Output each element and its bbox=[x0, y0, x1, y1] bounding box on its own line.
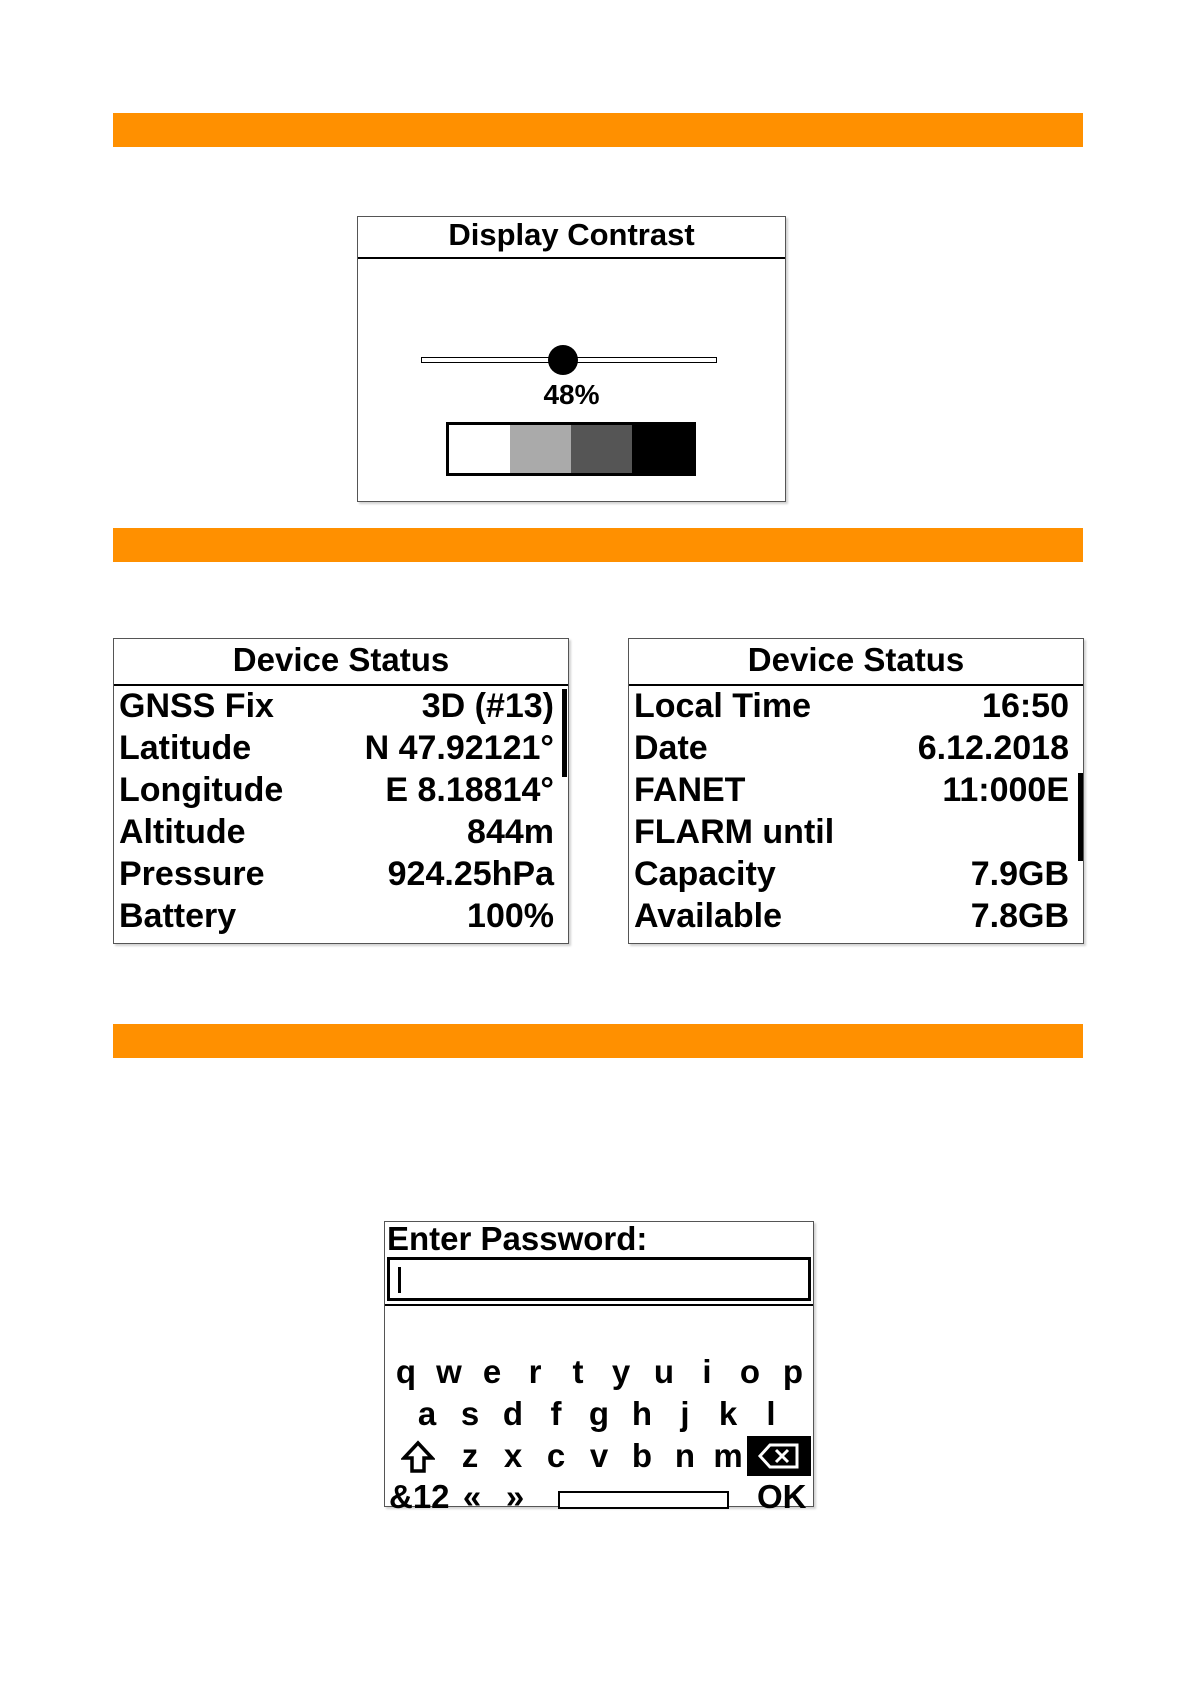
contrast-preview-swatches bbox=[446, 422, 696, 476]
backspace-key[interactable] bbox=[747, 1436, 811, 1476]
key-j[interactable]: j bbox=[680, 1395, 690, 1432]
key-f[interactable]: f bbox=[550, 1395, 562, 1432]
swatch-light-gray bbox=[510, 425, 571, 473]
key-i[interactable]: i bbox=[702, 1353, 712, 1390]
status-row-local-time bbox=[634, 685, 1069, 727]
status-row-longitude bbox=[119, 769, 554, 811]
key-t[interactable]: t bbox=[572, 1353, 584, 1390]
contrast-title: Display Contrast bbox=[358, 217, 785, 259]
status-row-altitude bbox=[119, 811, 554, 853]
status-label: GNSS Fix bbox=[119, 687, 274, 725]
status-label: Local Time bbox=[634, 687, 811, 725]
key-a[interactable]: a bbox=[417, 1395, 437, 1432]
status-value: 844m bbox=[467, 813, 554, 851]
status-row-available bbox=[634, 895, 1069, 937]
key-v[interactable]: v bbox=[589, 1437, 609, 1474]
space-key[interactable] bbox=[558, 1491, 729, 1509]
key-w[interactable]: w bbox=[436, 1353, 462, 1390]
status-scrollbar[interactable] bbox=[562, 689, 567, 777]
backspace-icon bbox=[757, 1442, 801, 1470]
status-value: 3D (#13) bbox=[421, 687, 554, 725]
status-label: FLARM until bbox=[634, 813, 835, 851]
password-prompt: Enter Password: bbox=[387, 1220, 648, 1257]
status-label: Capacity bbox=[634, 855, 776, 893]
key-x[interactable]: x bbox=[503, 1437, 523, 1474]
key-l[interactable]: l bbox=[766, 1395, 776, 1432]
status-label: Latitude bbox=[119, 729, 252, 767]
status-scrollbar[interactable] bbox=[1078, 773, 1083, 861]
cursor-left-key[interactable]: « bbox=[462, 1478, 482, 1515]
key-q[interactable]: q bbox=[395, 1353, 417, 1390]
status-value: 16:50 bbox=[982, 687, 1069, 725]
status-title: Device Status bbox=[114, 639, 568, 686]
password-input[interactable] bbox=[387, 1257, 811, 1301]
swatch-dark-gray bbox=[571, 425, 632, 473]
status-row-flarm-until bbox=[634, 811, 1069, 853]
key-n[interactable]: n bbox=[674, 1437, 696, 1474]
shift-arrow-icon bbox=[401, 1440, 435, 1474]
status-value: N 47.92121° bbox=[364, 729, 554, 767]
status-value: 924.25hPa bbox=[387, 855, 554, 893]
status-label: Longitude bbox=[119, 771, 284, 809]
shift-key[interactable] bbox=[399, 1437, 437, 1475]
key-r[interactable]: r bbox=[528, 1353, 542, 1390]
keyboard-row-3 bbox=[385, 1437, 813, 1477]
key-o[interactable]: o bbox=[739, 1353, 761, 1390]
status-value: 7.8GB bbox=[970, 897, 1069, 935]
status-value: 7.9GB bbox=[970, 855, 1069, 893]
swatch-white bbox=[449, 425, 510, 473]
display-contrast-panel bbox=[357, 216, 786, 502]
key-h[interactable]: h bbox=[631, 1395, 653, 1432]
status-value: 100% bbox=[467, 897, 554, 935]
status-value: E 8.18814° bbox=[385, 771, 554, 809]
status-value: 11:000E bbox=[942, 771, 1069, 809]
section-band-top bbox=[113, 113, 1083, 147]
swatch-black bbox=[632, 425, 693, 473]
ok-key[interactable]: OK bbox=[757, 1478, 807, 1515]
keyboard-row-2 bbox=[385, 1395, 813, 1435]
status-row-pressure bbox=[119, 853, 554, 895]
key-u[interactable]: u bbox=[653, 1353, 675, 1390]
status-list bbox=[119, 685, 554, 937]
key-c[interactable]: c bbox=[546, 1437, 566, 1474]
key-b[interactable]: b bbox=[631, 1437, 653, 1474]
contrast-slider-knob[interactable] bbox=[548, 345, 578, 375]
enter-password-panel bbox=[384, 1220, 814, 1515]
status-label: Date bbox=[634, 729, 708, 767]
status-row-capacity bbox=[634, 853, 1069, 895]
status-title: Device Status bbox=[629, 639, 1083, 686]
key-y[interactable]: y bbox=[611, 1353, 631, 1390]
status-value: 6.12.2018 bbox=[917, 729, 1069, 767]
keyboard-row-1 bbox=[385, 1353, 813, 1393]
status-row-latitude bbox=[119, 727, 554, 769]
status-list bbox=[634, 685, 1069, 937]
cursor-right-key[interactable]: » bbox=[505, 1478, 525, 1515]
text-cursor bbox=[398, 1267, 401, 1293]
key-p[interactable]: p bbox=[782, 1353, 804, 1390]
status-row-battery bbox=[119, 895, 554, 937]
key-m[interactable]: m bbox=[713, 1437, 743, 1474]
key-d[interactable]: d bbox=[502, 1395, 524, 1432]
section-band-lower bbox=[113, 1024, 1083, 1058]
section-band-middle bbox=[113, 528, 1083, 562]
device-status-panel-system bbox=[628, 638, 1084, 944]
key-z[interactable]: z bbox=[461, 1437, 479, 1474]
key-g[interactable]: g bbox=[588, 1395, 610, 1432]
status-label: Available bbox=[634, 897, 783, 935]
device-status-panel-gnss bbox=[113, 638, 569, 944]
divider bbox=[385, 1304, 813, 1306]
symbols-key[interactable]: &12 bbox=[389, 1478, 450, 1515]
key-k[interactable]: k bbox=[718, 1395, 738, 1432]
status-label: Battery bbox=[119, 897, 237, 935]
key-s[interactable]: s bbox=[460, 1395, 480, 1432]
status-label: Pressure bbox=[119, 855, 265, 893]
keyboard-row-4 bbox=[385, 1478, 813, 1518]
status-row-gnss-fix bbox=[119, 685, 554, 727]
status-label: FANET bbox=[634, 771, 746, 809]
status-row-fanet bbox=[634, 769, 1069, 811]
contrast-value: 48% bbox=[543, 379, 600, 410]
key-e[interactable]: e bbox=[482, 1353, 502, 1390]
status-label: Altitude bbox=[119, 813, 246, 851]
status-row-date bbox=[634, 727, 1069, 769]
